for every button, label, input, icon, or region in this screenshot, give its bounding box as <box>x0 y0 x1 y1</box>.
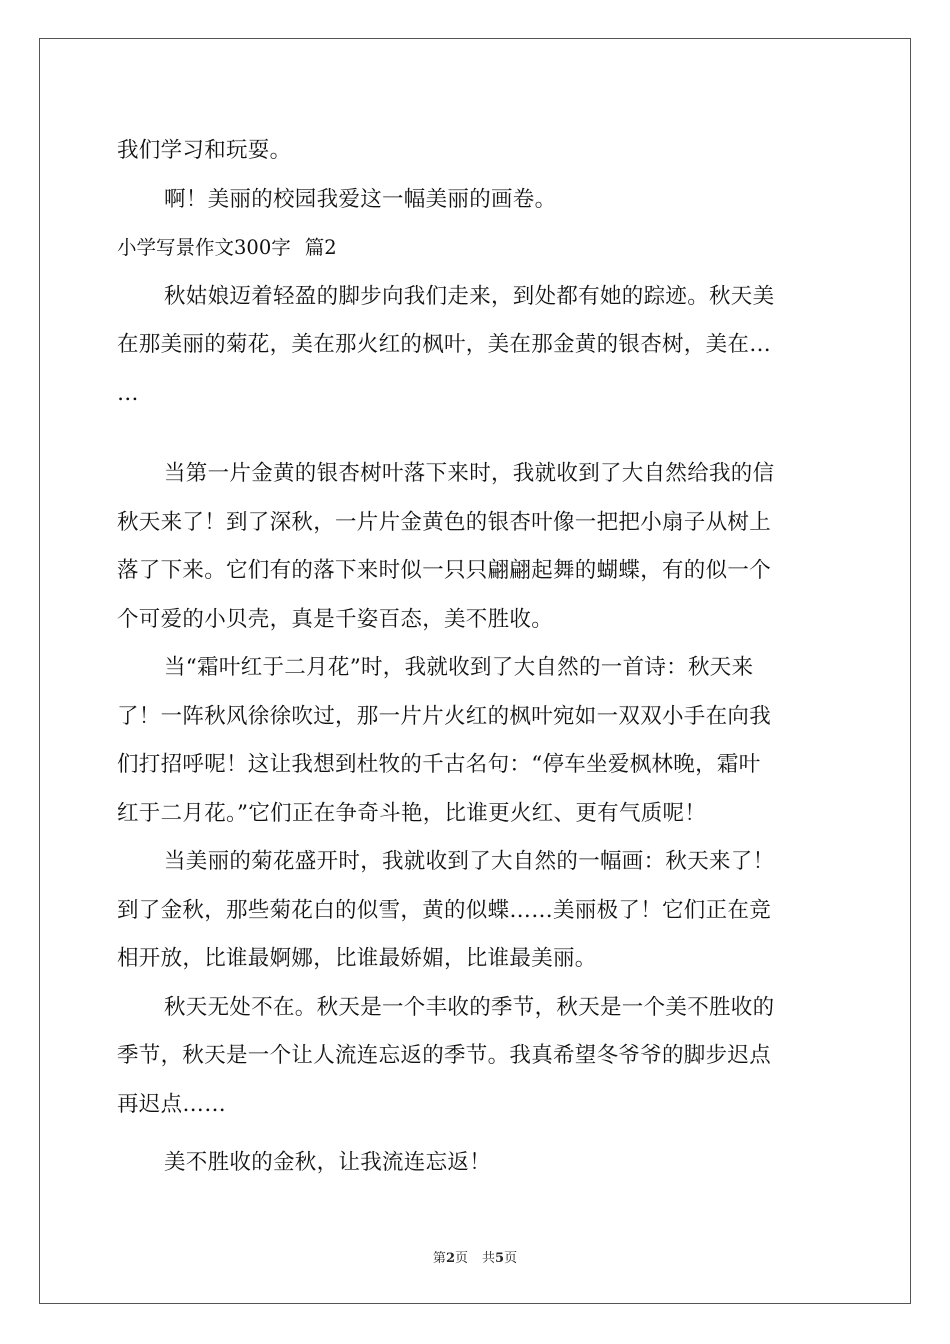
page-total: 5 <box>495 1251 505 1266</box>
section-part: 篇2 <box>304 236 337 259</box>
paragraph-5 <box>117 984 839 1130</box>
text-line: 我们学习和玩耍。 <box>117 138 292 163</box>
text-line: 在那美丽的菊花，美在那火红的枫叶，美在那金黄的银杏树，美在… <box>117 332 772 357</box>
paragraph-1 <box>117 273 839 419</box>
text-line: 们打招呼呢！这让我想到杜牧的千古名句：“停车坐爱枫林晚，霜叶 <box>117 752 761 777</box>
section-title: 小学写景作文300字 <box>117 236 291 259</box>
text-line: 啊！美丽的校园我爱这一幅美丽的画卷。 <box>164 186 557 212</box>
document-body <box>117 127 839 1188</box>
text-line: 当“霜叶红于二月花”时，我就收到了大自然的一首诗：秋天来 <box>164 655 754 680</box>
text-line: … <box>117 380 139 406</box>
text-line: 当第一片金黄的银杏树叶落下来时，我就收到了大自然给我的信 <box>164 461 775 486</box>
text-line: 季节，秋天是一个让人流连忘返的季节。我真希望冬爷爷的脚步迟点 <box>117 1043 772 1068</box>
paragraph-4 <box>117 838 839 984</box>
paragraph-2 <box>117 450 839 644</box>
text-line: 秋天无处不在。秋天是一个丰收的季节，秋天是一个美不胜收的 <box>164 994 775 1020</box>
page-footer <box>0 1247 950 1266</box>
text-line: 红于二月花。”它们正在争奇斗艳，比谁更火红、更有气质呢！ <box>117 800 707 826</box>
section-heading <box>117 224 839 273</box>
text-line: 当美丽的菊花盛开时，我就收到了大自然的一幅画：秋天来了！ <box>164 849 775 874</box>
paragraph-3 <box>117 644 839 838</box>
text-line: 个可爱的小贝壳，真是千姿百态，美不胜收。 <box>117 606 554 632</box>
page-suffix: 页 <box>454 1251 468 1266</box>
paragraph-6 <box>117 1139 839 1188</box>
total-prefix: 共 <box>482 1251 496 1266</box>
page-prefix: 第 <box>432 1251 446 1266</box>
text-line: 了！一阵秋风徐徐吹过，那一片片火红的枫叶宛如一双双小手在向我 <box>117 703 772 729</box>
text-line: 秋姑娘迈着轻盈的脚步向我们走来，到处都有她的踪迹。秋天美 <box>164 283 775 309</box>
text-line: 相开放，比谁最婀娜，比谁最娇媚，比谁最美丽。 <box>117 946 597 971</box>
text-line: 再迟点…… <box>117 1091 227 1117</box>
text-line: 秋天来了！到了深秋，一片片金黄色的银杏叶像一把把小扇子从树上 <box>117 509 772 535</box>
text-line: 落了下来。它们有的落下来时似一只只翩翩起舞的蝴蝶，有的似一个 <box>117 558 772 583</box>
page-current: 2 <box>445 1251 455 1266</box>
text-line: 美不胜收的金秋，让我流连忘返！ <box>164 1150 492 1175</box>
total-suffix: 页 <box>504 1251 518 1266</box>
text-line: 到了金秋，那些菊花白的似雪，黄的似蝶……美丽极了！它们正在竞 <box>117 897 772 923</box>
